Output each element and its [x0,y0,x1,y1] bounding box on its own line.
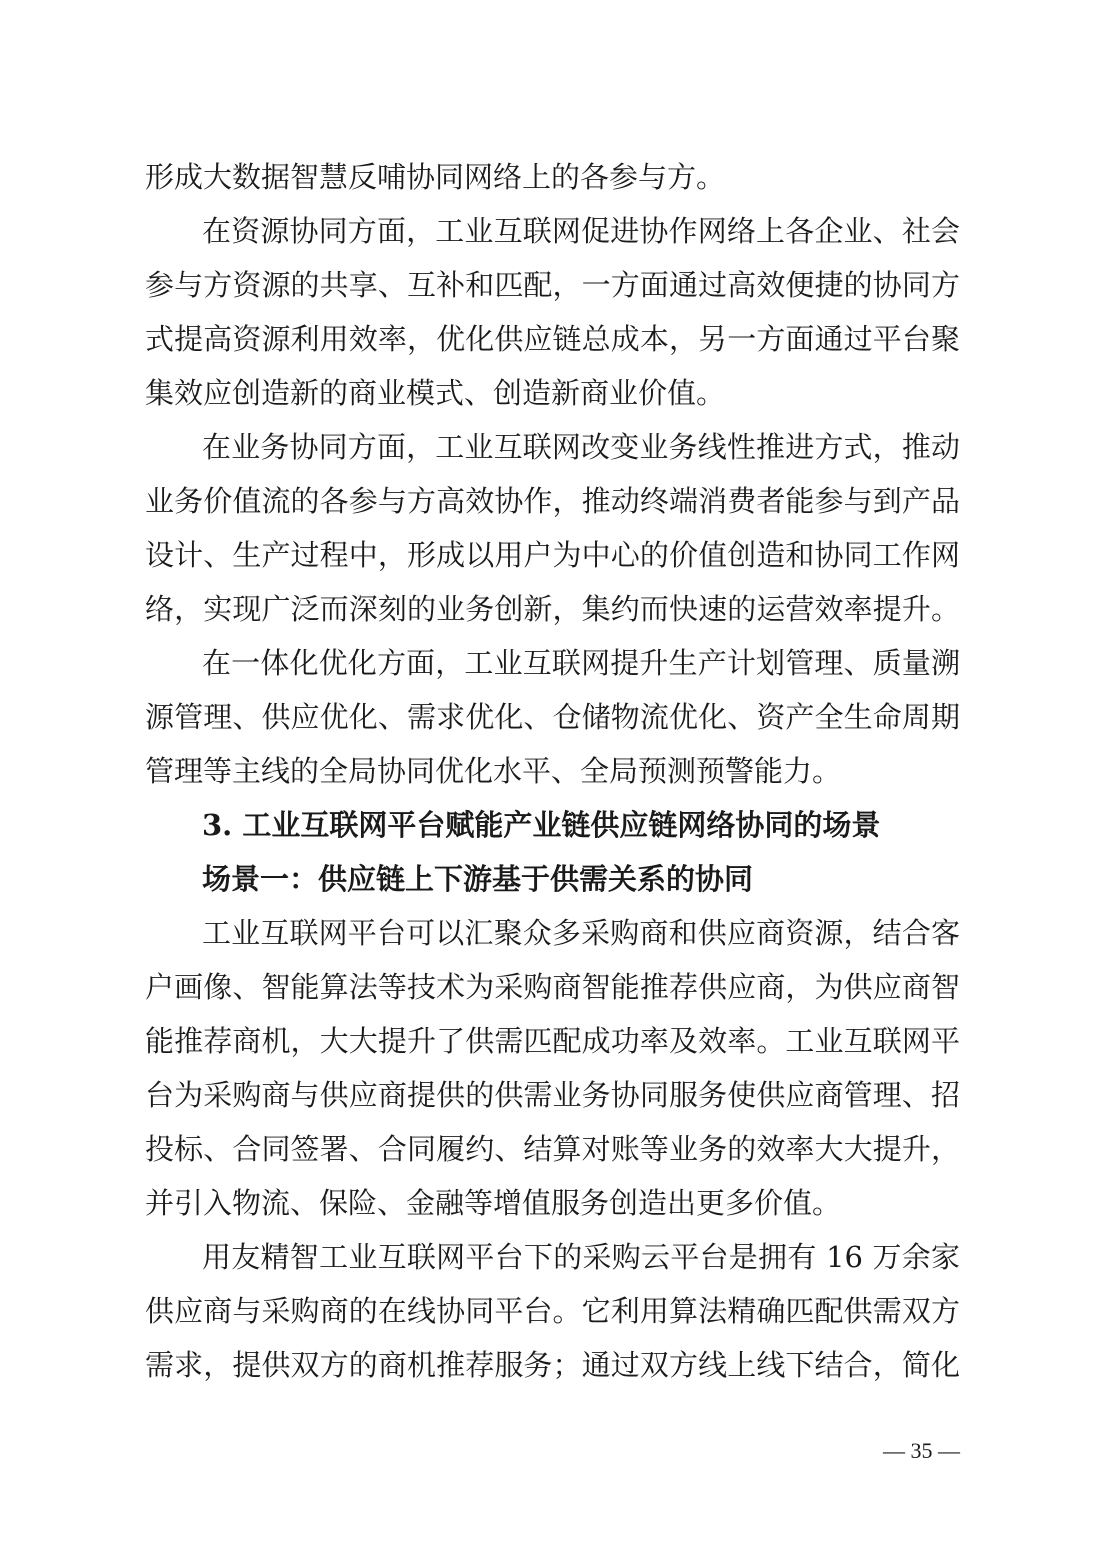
paragraph-line: 能推荐商机，大大提升了供需匹配成功率及效率。工业互联网平 [145,1024,960,1058]
paragraph-line: 户画像、智能算法等技术为采购商智能推荐供应商，为供应商智 [145,970,960,1004]
subsection-heading: 场景一：供应链上下游基于供需关系的协同 [202,862,754,896]
paragraph-line: 设计、生产过程中，形成以用户为中心的价值创造和协同工作网 [145,538,960,572]
paragraph-line: 业务价值流的各参与方高效协作，推动终端消费者能参与到产品 [145,484,960,518]
paragraph-line: 在资源协同方面，工业互联网促进协作网络上各企业、社会 [202,214,960,248]
paragraph-line: 台为采购商与供应商提供的供需业务协同服务使供应商管理、招 [145,1078,960,1112]
paragraph-line: 形成大数据智慧反哺协同网络上的各参与方。 [145,160,726,194]
paragraph-line: 参与方资源的共享、互补和匹配，一方面通过高效便捷的协同方 [145,268,960,302]
section-heading: 3. 工业互联网平台赋能产业链供应链网络协同的场景 [202,808,881,842]
page-number: — 35 — [883,1438,960,1463]
paragraph-line: 需求，提供双方的商机推荐服务；通过双方线上线下结合，简化 [145,1348,960,1382]
paragraph-line: 投标、合同签署、合同履约、结算对账等业务的效率大大提升， [145,1132,960,1166]
paragraph-line: 在业务协同方面，工业互联网改变业务线性推进方式，推动 [202,430,960,464]
paragraph-line: 源管理、供应优化、需求优化、仓储物流优化、资产全生命周期 [145,700,960,734]
paragraph-line: 用友精智工业互联网平台下的采购云平台是拥有 16 万余家 [202,1240,960,1274]
paragraph-line: 供应商与采购商的在线协同平台。它利用算法精确匹配供需双方 [145,1294,960,1328]
paragraph-line: 络，实现广泛而深刻的业务创新，集约而快速的运营效率提升。 [145,592,960,626]
paragraph-line: 式提高资源利用效率，优化供应链总成本，另一方面通过平台聚 [145,322,960,356]
paragraph-line: 管理等主线的全局协同优化水平、全局预测预警能力。 [145,754,842,788]
paragraph-line: 并引入物流、保险、金融等增值服务创造出更多价值。 [145,1186,842,1220]
paragraph-line: 集效应创造新的商业模式、创造新商业价值。 [145,376,726,410]
paragraph-line: 工业互联网平台可以汇聚众多采购商和供应商资源，结合客 [202,916,960,950]
paragraph-line: 在一体化优化方面，工业互联网提升生产计划管理、质量溯 [202,646,960,680]
